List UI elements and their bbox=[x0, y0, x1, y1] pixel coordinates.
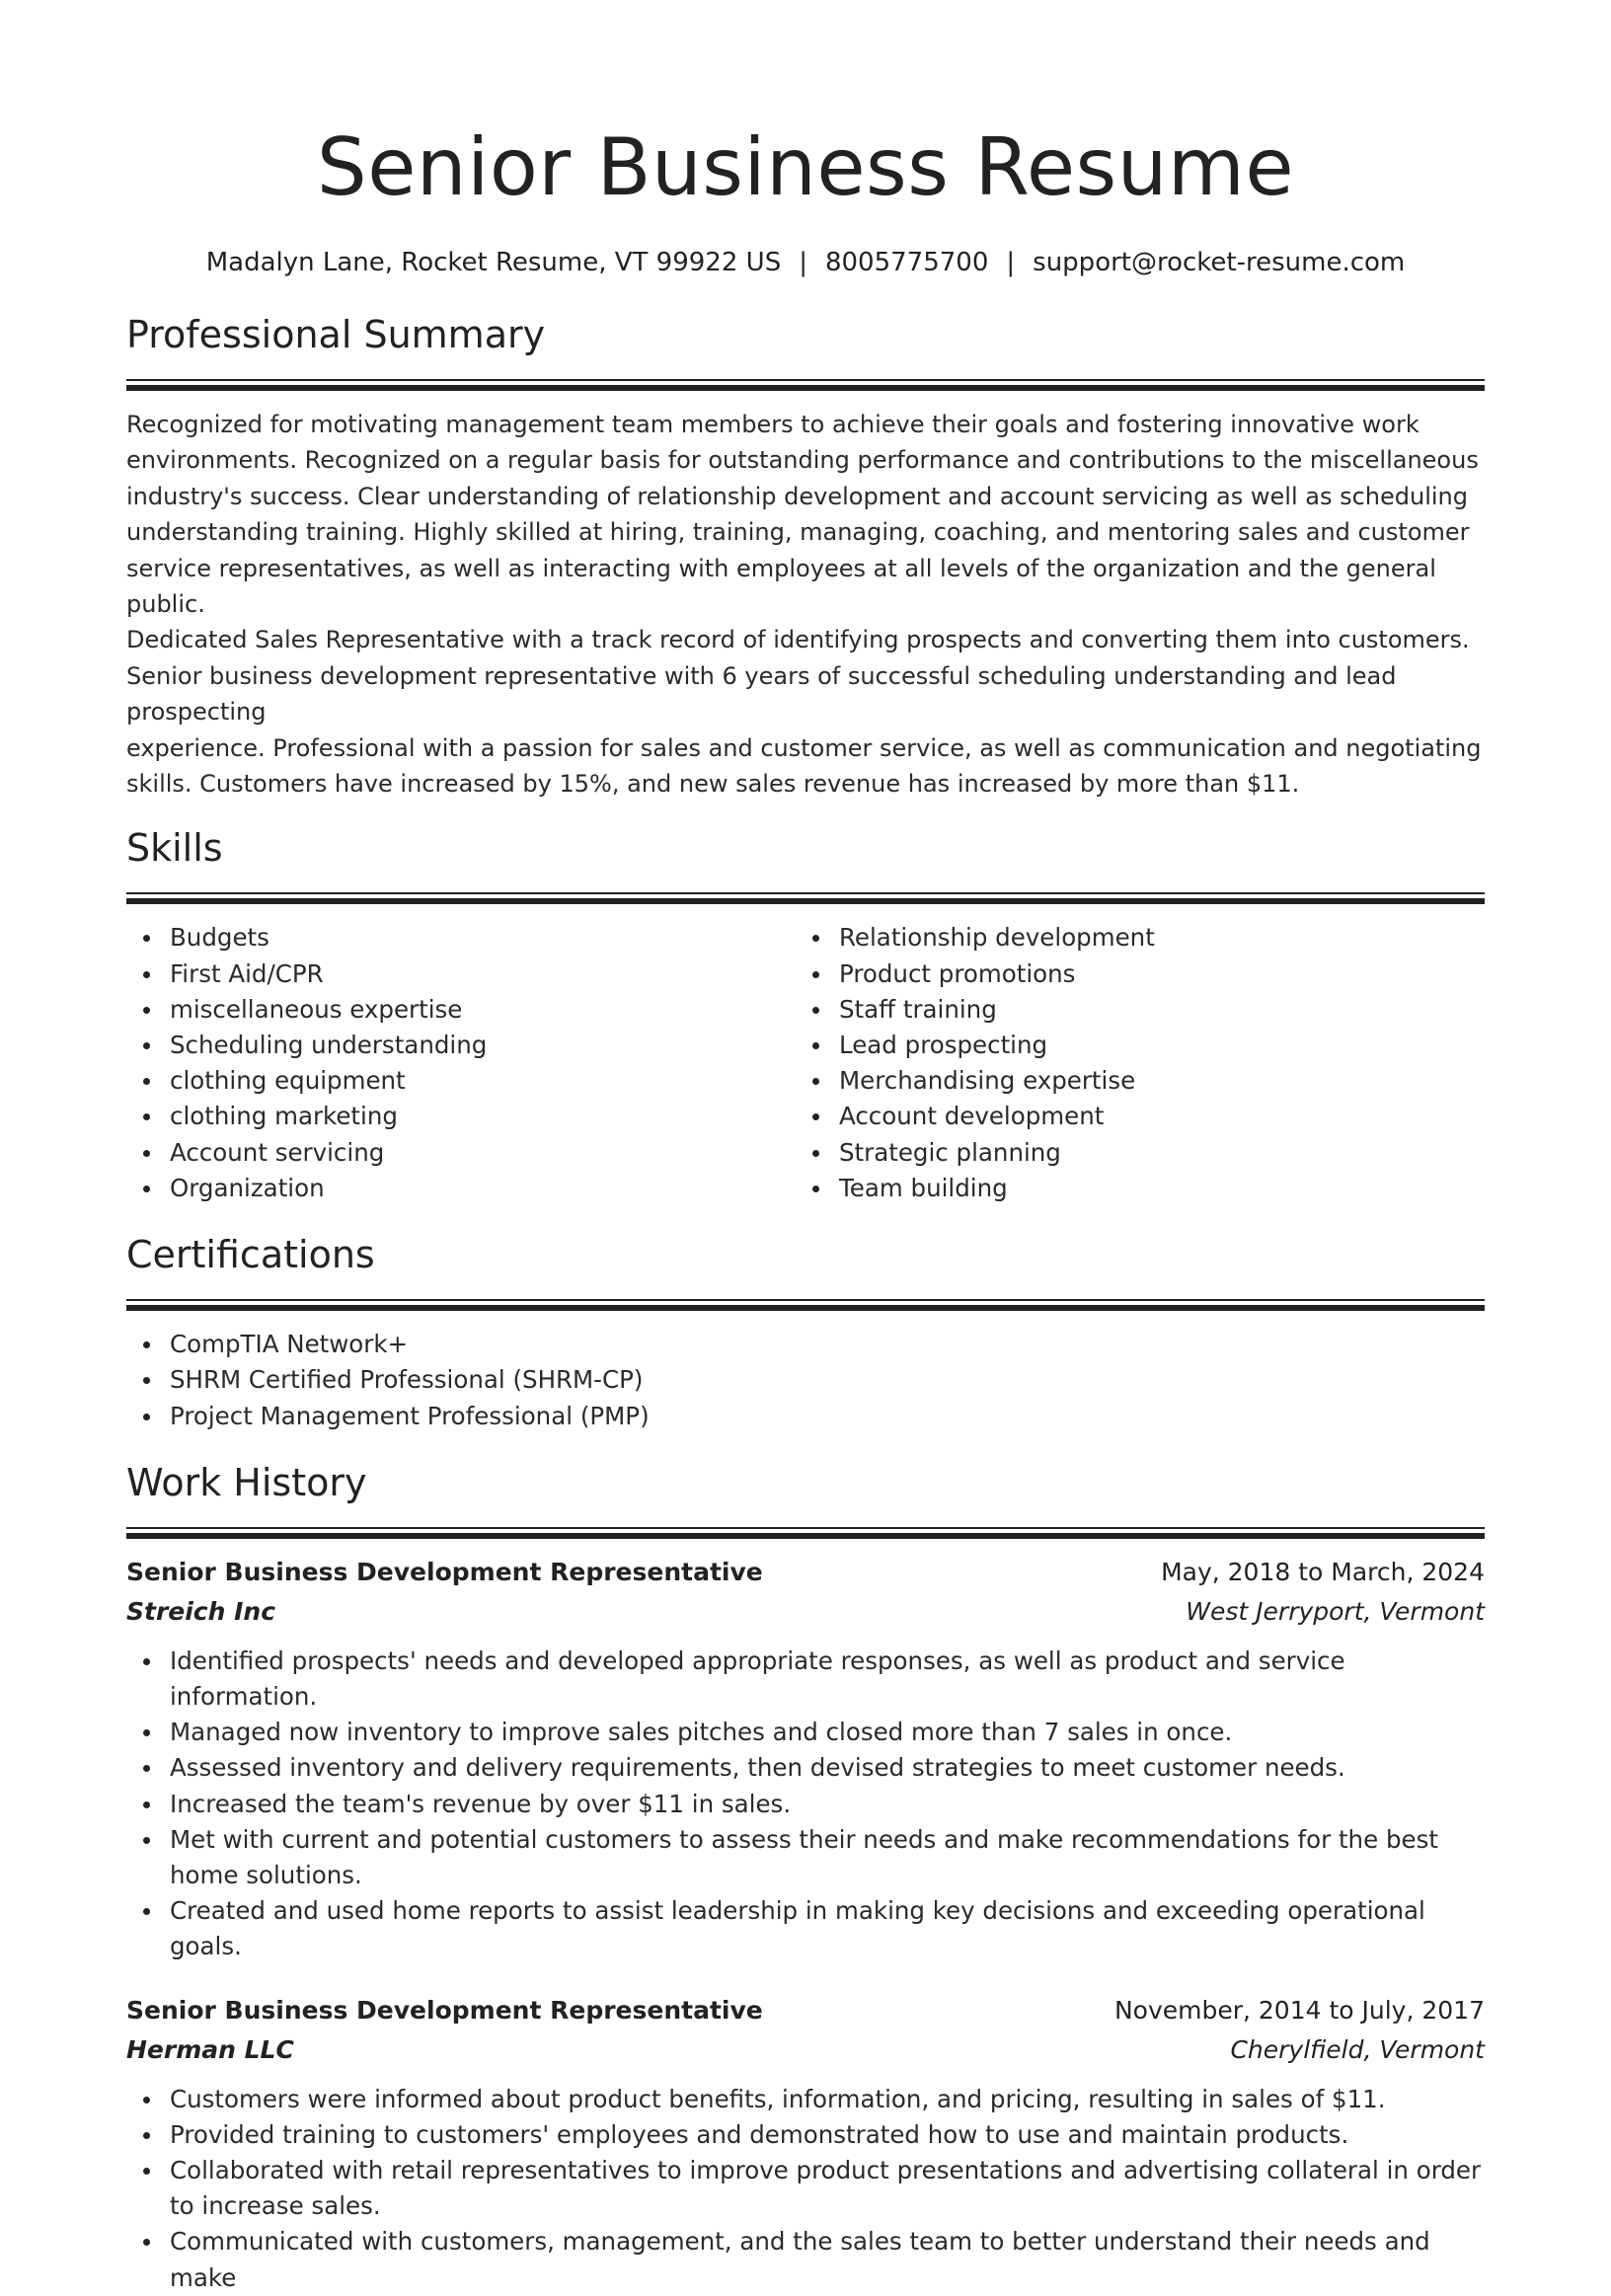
contact-line bbox=[126, 245, 1485, 280]
summary-paragraph bbox=[126, 407, 1485, 802]
skill-item: Team building bbox=[796, 1171, 1465, 1206]
job-bullets bbox=[126, 2082, 1485, 2296]
job-bullet: Met with current and potential customers to assess their needs and make recommendations for the best home solutions. bbox=[126, 1822, 1485, 1893]
job-location: Cherylfield, Vermont bbox=[1230, 2034, 1485, 2064]
skills-heading: Skills bbox=[126, 826, 223, 871]
skill-item: Merchandising expertise bbox=[796, 1063, 1465, 1099]
job-bullet: Communicated with customers, management, and the sales team to better understand their needs and make bbox=[126, 2224, 1485, 2295]
summary-line: Recognized for motivating management team members to achieve their goals and fostering innovative work bbox=[126, 411, 1419, 438]
skill-item: Relationship development bbox=[796, 920, 1465, 956]
skill-item: Product promotions bbox=[796, 957, 1465, 992]
job-title: Senior Business Development Representative bbox=[126, 1995, 763, 2025]
summary-line: Dedicated Sales Representative with a track record of identifying prospects and converting them into customers. bbox=[126, 626, 1470, 654]
skill-item: Organization bbox=[126, 1171, 796, 1206]
skill-item: clothing equipment bbox=[126, 1063, 796, 1099]
job-company: Herman LLC bbox=[126, 2034, 294, 2064]
resume-page bbox=[126, 0, 1485, 2296]
skill-item: Scheduling understanding bbox=[126, 1028, 796, 1063]
job-bullet: Increased the team's revenue by over $11 in sales. bbox=[126, 1787, 1485, 1822]
contact-phone: 8005775700 bbox=[824, 248, 989, 277]
summary-line: service representatives, as well as interacting with employees at all levels of the organization and the general public. bbox=[126, 554, 1436, 619]
contact-separator: | bbox=[1006, 248, 1016, 277]
work-history-section bbox=[126, 1458, 1485, 2296]
resume-title: Senior Business Resume bbox=[316, 121, 1295, 213]
section-divider bbox=[126, 892, 1485, 904]
contact-address: Madalyn Lane, Rocket Resume, VT 99922 US bbox=[205, 248, 782, 277]
job-title: Senior Business Development Representative bbox=[126, 1557, 763, 1586]
job-bullet: Collaborated with retail representatives to improve product presentations and advertising collateral in order to increase sales. bbox=[126, 2153, 1485, 2224]
summary-section bbox=[126, 310, 1485, 802]
skill-item: Account servicing bbox=[126, 1135, 796, 1171]
skill-item: Staff training bbox=[796, 992, 1465, 1028]
summary-heading: Professional Summary bbox=[126, 313, 546, 356]
skill-item: Account development bbox=[796, 1099, 1465, 1134]
job-bullet: Identified prospects' needs and developed appropriate responses, as well as product and service information. bbox=[126, 1644, 1485, 1715]
job-company: Streich Inc bbox=[126, 1596, 276, 1626]
summary-line: environments. Recognized on a regular basis for outstanding performance and contributions to the miscellaneous bbox=[126, 446, 1479, 475]
skill-item: clothing marketing bbox=[126, 1099, 796, 1134]
skills-columns bbox=[126, 920, 1485, 1206]
summary-line: skills. Customers have increased by 15%, and new sales revenue has increased by more than $11. bbox=[126, 770, 1300, 799]
job-dates: May, 2018 to March, 2024 bbox=[1161, 1557, 1485, 1586]
section-divider bbox=[126, 1527, 1485, 1539]
job-bullets bbox=[126, 1644, 1485, 1965]
certifications-heading: Certifications bbox=[126, 1233, 375, 1277]
certifications-list bbox=[126, 1327, 1485, 1434]
job-entry bbox=[126, 1991, 1485, 2296]
job-subheader-row bbox=[126, 1592, 1485, 1632]
skills-list-left bbox=[126, 920, 796, 1206]
section-divider bbox=[126, 379, 1485, 391]
skill-item: Budgets bbox=[126, 920, 796, 956]
job-bullet: Created and used home reports to assist leadership in making key decisions and exceeding operational goals. bbox=[126, 1893, 1485, 1964]
summary-line: experience. Professional with a passion for sales and customer service, as well as communication and negotiating bbox=[126, 733, 1482, 762]
summary-line: Senior business development representative with 6 years of successful scheduling understanding and lead prospecting bbox=[126, 661, 1397, 727]
skill-item: First Aid/CPR bbox=[126, 957, 796, 992]
certification-item: Project Management Professional (PMP) bbox=[126, 1399, 1485, 1434]
certification-item: CompTIA Network+ bbox=[126, 1327, 1485, 1362]
skill-item: miscellaneous expertise bbox=[126, 992, 796, 1028]
work-history-heading: Work History bbox=[126, 1460, 367, 1504]
skills-list-right bbox=[796, 920, 1465, 1206]
contact-email: support@rocket-resume.com bbox=[1033, 248, 1406, 277]
job-subheader-row bbox=[126, 2030, 1485, 2070]
skills-section bbox=[126, 823, 1485, 1206]
summary-line: industry's success. Clear understanding of relationship development and account servicing as well as scheduling bbox=[126, 482, 1468, 510]
job-header-row bbox=[126, 1991, 1485, 2030]
skill-item: Lead prospecting bbox=[796, 1028, 1465, 1063]
certifications-section bbox=[126, 1230, 1485, 1434]
skill-item: Strategic planning bbox=[796, 1135, 1465, 1171]
job-bullet: Assessed inventory and delivery requirements, then devised strategies to meet customer needs. bbox=[126, 1750, 1485, 1786]
section-divider bbox=[126, 1299, 1485, 1311]
job-entry bbox=[126, 1553, 1485, 1965]
job-location: West Jerryport, Vermont bbox=[1186, 1596, 1485, 1626]
contact-separator: | bbox=[799, 248, 807, 277]
job-bullet: Provided training to customers' employees and demonstrated how to use and maintain products. bbox=[126, 2117, 1485, 2153]
certification-item: SHRM Certified Professional (SHRM-CP) bbox=[126, 1362, 1485, 1398]
job-bullet: Managed now inventory to improve sales pitches and closed more than 7 sales in once. bbox=[126, 1715, 1485, 1750]
job-bullet: Customers were informed about product benefits, information, and pricing, resulting in sales of $11. bbox=[126, 2082, 1485, 2117]
job-dates: November, 2014 to July, 2017 bbox=[1113, 1995, 1485, 2025]
job-header-row bbox=[126, 1553, 1485, 1592]
summary-line: understanding training. Highly skilled at hiring, training, managing, coaching, and mentoring sales and customer bbox=[126, 518, 1470, 547]
